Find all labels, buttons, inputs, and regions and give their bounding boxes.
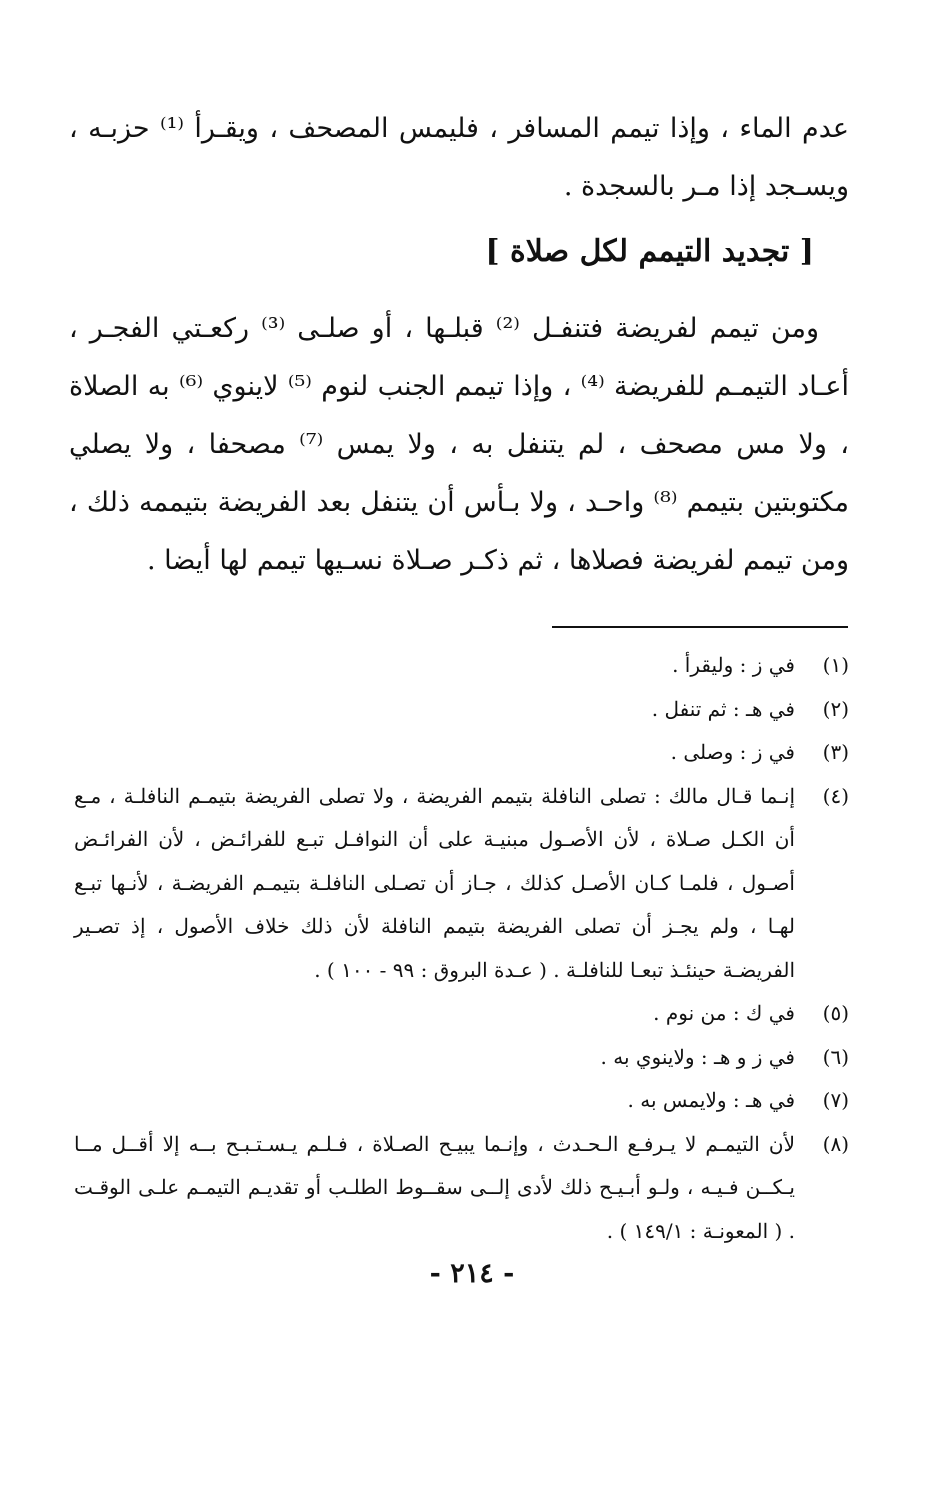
footnote-item — [74, 644, 849, 688]
footnote-item — [74, 1123, 849, 1254]
footnote-number: (٢) — [822, 696, 849, 721]
footnote-text: في ز : وليقرأ . — [672, 653, 795, 677]
footnote-text: في ز و هـ : ولاينوي به . — [600, 1044, 795, 1069]
intro-paragraph: عدم الماء ، وإذا تيمم المسافر ، فليمس المصحف ، ويقـرأ ⁽¹⁾ حزبـه ، ويسـجد إذا مـر بالسجدة . — [69, 113, 849, 202]
footnote-text: في ز : وصلى . — [670, 740, 795, 764]
footnote-text: في هـ : ولايمس به . — [627, 1088, 795, 1112]
footnote-item — [74, 1079, 849, 1123]
footnote-item — [74, 992, 849, 1036]
footnote-item — [74, 688, 849, 732]
footnote-number: (١) — [822, 653, 849, 677]
footnote-text: لأن التيمـم لا يـرفـع الـحـدث ، وإنـما يبيـح الصـلاة ، فـلـم يـسـتـبـح بــه إلا أقــل مــا يـكــن فـيـه ، ولـو أبـيـح ذلك لأدى إلــى سقــوط الطلـب أو تقديـم التيمـم علـى الوقـت . ( المعونـة : ١٤٩/١ ) . — [74, 1131, 795, 1243]
section-heading: [ تجديد التيمم لكل صلاة ] — [485, 234, 814, 269]
footnote-text: في هـ : ثم تنفل . — [651, 696, 795, 721]
page-number: - ٢١٤ - — [429, 1258, 515, 1289]
footnote-text: إنـما قـال مالك : تصلى النافلة بتيمم الفريضة ، ولا تصلى الفريضة بتيمـم النافلـة ، مـع أن الكـل صـلاة ، لأن الأصـول مبنيـة على أن النوافـل تبـع للفرائـض ، لأن الفرائـض أصـول ، فلمـا كـان الأصـل كذلك ، جـاز أن تصـلى النافلـة بتيمـم الفريضـة ، لأنـها تبـع لهـا ، ولم يجـز أن تصلى الفريضة بتيمم النافلة لأن ذلك خلاف الأصول ، إذ تصـير الفريضـة حينئـذ تبعـا للنافلـة . ( عـدة البروق : ٩٩ - ١٠٠ ) . — [74, 783, 796, 982]
footnote-number: (٦) — [822, 1044, 849, 1069]
footnote-item — [74, 1036, 849, 1080]
main-paragraph: ومن تيمم لفريضة فتنفـل ⁽²⁾ قبلـها ، أو صلـى ⁽³⁾ ركعـتي الفجـر ، أعـاد التيمـم للفريضة ⁽⁴⁾ ، وإذا تيمم الجنب لنوم ⁽⁵⁾ لاينوي ⁽⁶⁾ به الصلاة ، ولا مس مصحف ، لم يتنفل به ، ولا يمس ⁽⁷⁾ مصحفا ، ولا يصلي مكتوبتين بتيمم ⁽⁸⁾ واحـد ، ولا بـأس أن يتنفل بعد الفريضة بتيممه ذلك ، ومن تيمم لفريضة فصلاها ، ثم ذكـر صـلاة نسـيها تيمم لها أيضا . — [69, 313, 849, 576]
footnote-divider — [552, 626, 848, 628]
footnote-number: (٤) — [822, 783, 849, 808]
footnote-item — [74, 731, 849, 775]
footnote-text: في ك : من نوم . — [653, 1001, 795, 1025]
footnote-number: (٧) — [822, 1088, 849, 1112]
footnotes-list — [74, 644, 849, 1253]
footnote-number: (٥) — [822, 1001, 849, 1025]
footnote-item — [74, 775, 849, 993]
footnote-number: (٣) — [822, 740, 849, 764]
footnote-number: (٨) — [822, 1131, 849, 1156]
